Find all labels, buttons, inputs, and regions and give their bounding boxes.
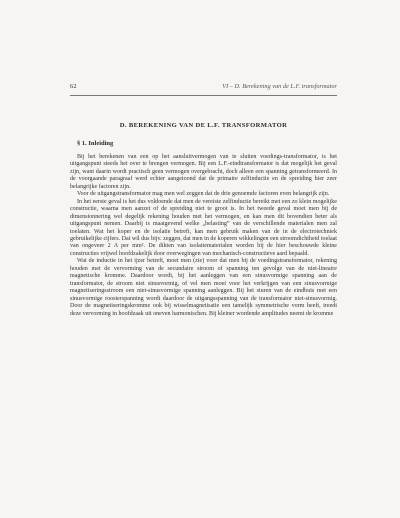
paragraph: Wat de inductie in het ijzer betreft, moet men (zie) voor dat men bij de voedingstransformator, rekening houden met de vervorming van de secundaire stroom of spanning ten gevolge van de niet-lineaire magnetische kromme. Daardoor wordt, bij het aanleggen van een sinusvormige spanning aan de transformator, de stroom niet sinusvormig, of vel men moet voor het verkrijgen van een sinusvormige magnetiseringsstroom een niet-sinusvormige spanning aanleggen. Bij het sturen van de eindbuis met een sinusvormige roosterspanning wordt daardoor de uitgangsspanning van de transformator niet-sinusvormig. Door de magnetiseringskromme ook bij wisselmagnetisatie een tamelijk symmetrische vorm heeft, treedt deze vervorming in hoofdzaak uit oneven harmonischen. Bij kleiner wordende amplitudes neemt de kromme bbox=[70, 258, 337, 317]
body-text bbox=[70, 154, 337, 318]
page-number: 62 bbox=[70, 83, 77, 90]
running-title: VI – D. Berekening van de L.F. transformator bbox=[222, 83, 337, 90]
paragraph: Bij het berekenen van een op het aansluitvermogen van te sluiten voedings-transformator, is het uitgangspunt steeds het over te brengen vermogen. Bij een L.F.-eindtransformator is dat mogelijk het geval zijn, want daarin wordt practisch geen vermogen overgebracht, doch alleen een spanning getransformeerd. In de voorgaande paragraaf werd echter aangetoond dat de primaire zelfinductie en de spreiding hier zeer belangrijke factoren zijn. bbox=[70, 154, 337, 190]
running-head bbox=[70, 82, 337, 92]
paragraph: Voor de uitgangstransformator mag men wel zeggen dat de drie genoemde factoren even belangrijk zijn. bbox=[77, 191, 330, 198]
section-heading: § 1. Inleiding bbox=[77, 140, 114, 147]
paragraph: In het eerste geval is het dus voldoende dat men de vereiste zelfinductie bereikt met een zo klein mogelijke constructie, waarna men aanzet of de spreiding niet te groot is. In het tweede geval moet men bij de dimensionnering wel degelijk rekening houden met het vermogen, en kan men dit bovendien beter als uitgangspunt nemen. Daarbij is maatgevend welke „belasting” van de verschillende materialen men zal toelaten. Wat het koper en de isolatie betreft, kan men gebruik maken van de in de electrotechniek gebruikelijke cijfers. Dat wil dus bijv. zeggen, dat men in de koperen wikkelingen een stroomdichtheid toelaat van ongeveer 2 A per mm². De dikten van isolatiematerialen worden bij de hier beschouwde kleine constructies vrijwel hoofdzakelijk door overwegingen van mechanisch-constructieve aard bepaald. bbox=[70, 198, 337, 257]
header-rule bbox=[70, 95, 337, 96]
chapter-title: D. BEREKENING VAN DE L.F. TRANSFORMATOR bbox=[119, 122, 288, 129]
